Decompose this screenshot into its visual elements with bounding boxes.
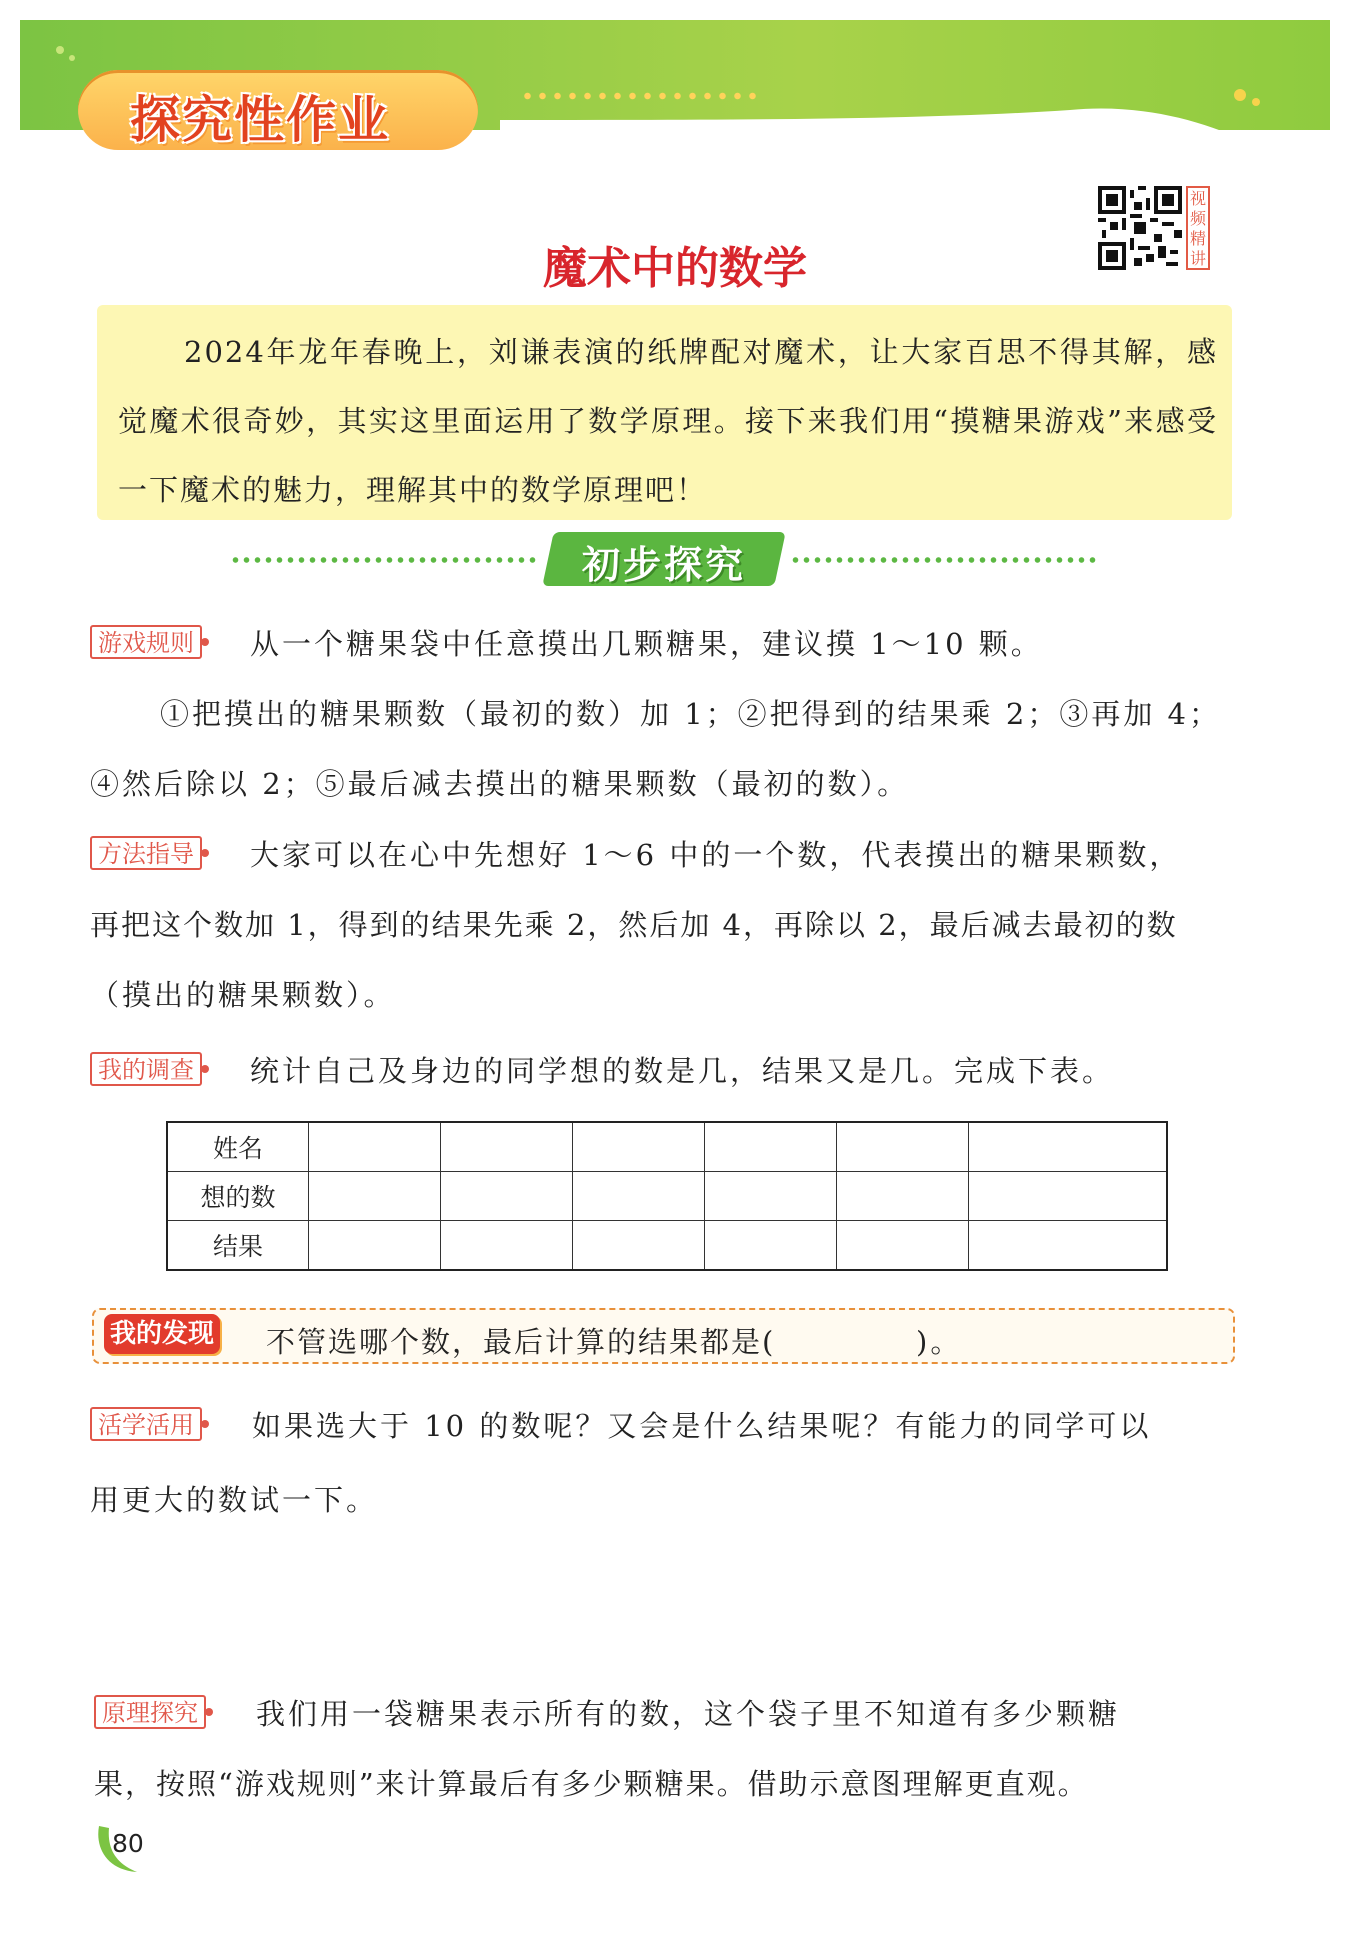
survey-tag: 我的调查: [90, 1052, 202, 1086]
table-cell[interactable]: [309, 1172, 441, 1221]
table-row: [167, 1172, 1167, 1221]
method-line-3: （摸出的糖果颗数）。: [90, 978, 396, 1012]
section-divider-right: [790, 557, 1100, 563]
header-dots: [520, 92, 760, 100]
section-title: 初步探究: [581, 543, 746, 587]
table-row: [167, 1221, 1167, 1271]
table-cell[interactable]: [441, 1221, 573, 1271]
table-cell[interactable]: [309, 1221, 441, 1271]
section-divider-left: [230, 557, 540, 563]
rules-tag: 游戏规则: [90, 625, 202, 659]
row-header-number: 想的数: [167, 1172, 309, 1221]
table-cell[interactable]: [441, 1172, 573, 1221]
principle-line-2: 果，按照“游戏规则”来计算最后有多少颗糖果。借助示意图理解更直观。: [94, 1767, 1089, 1801]
table-cell[interactable]: [837, 1172, 969, 1221]
table-cell[interactable]: [441, 1122, 573, 1172]
qr-label: 视频精讲: [1186, 186, 1210, 270]
table-cell[interactable]: [573, 1122, 705, 1172]
table-cell[interactable]: [969, 1122, 1167, 1172]
table-cell[interactable]: [837, 1122, 969, 1172]
rules-line-3: ④然后除以 2；⑤最后减去摸出的糖果颗数（最初的数）。: [90, 767, 910, 801]
survey-text: 统计自己及身边的同学想的数是几，结果又是几。完成下表。: [250, 1054, 1115, 1088]
table-cell[interactable]: [573, 1172, 705, 1221]
survey-table: [166, 1121, 1168, 1271]
principle-line-1: 我们用一袋糖果表示所有的数，这个袋子里不知道有多少颗糖: [256, 1697, 1121, 1731]
intro-text: 2024年龙年春晚上，刘谦表演的纸牌配对魔术，让大家百思不得其解，感觉魔术很奇妙，其实这里面运用了数学原理。接下来我们用“摸糖果游戏”来感受一下魔术的魅力，理解其中的数学原理吧！: [118, 335, 1218, 507]
row-header-result: 结果: [167, 1221, 309, 1271]
rules-line-1: 从一个糖果袋中任意摸出几颗糖果，建议摸 1～10 颗。: [250, 627, 1043, 661]
apply-line-2: 用更大的数试一下。: [90, 1483, 379, 1517]
apply-tag: 活学活用: [90, 1407, 202, 1441]
table-cell[interactable]: [969, 1221, 1167, 1271]
page-title: 魔术中的数学: [543, 243, 807, 294]
method-tag: 方法指导: [90, 836, 202, 870]
table-cell[interactable]: [837, 1221, 969, 1271]
discovery-tag: 我的发现: [104, 1314, 220, 1354]
row-header-name: 姓名: [167, 1122, 309, 1172]
method-line-2: 再把这个数加 1，得到的结果先乘 2，然后加 4，再除以 2，最后减去最初的数: [90, 908, 1178, 942]
apply-line-1: 如果选大于 10 的数呢？又会是什么结果呢？有能力的同学可以: [252, 1409, 1152, 1443]
table-row: [167, 1122, 1167, 1172]
rules-line-2: ①把摸出的糖果颗数（最初的数）加 1；②把得到的结果乘 2；③再加 4；: [160, 697, 1222, 731]
discovery-close: )。: [916, 1325, 963, 1359]
method-line-1: 大家可以在心中先想好 1～6 中的一个数，代表摸出的糖果颗数，: [250, 838, 1182, 872]
table-cell[interactable]: [705, 1122, 837, 1172]
discovery-text: 不管选哪个数，最后计算的结果都是(: [266, 1325, 776, 1359]
table-cell[interactable]: [573, 1221, 705, 1271]
table-cell[interactable]: [309, 1122, 441, 1172]
table-cell[interactable]: [969, 1172, 1167, 1221]
table-cell[interactable]: [705, 1172, 837, 1221]
discovery-answer-blank[interactable]: [820, 1320, 912, 1356]
principle-tag: 原理探究: [94, 1695, 206, 1729]
table-cell[interactable]: [705, 1221, 837, 1271]
header-title: 探究性作业: [130, 91, 390, 149]
page-number: 80: [112, 1829, 144, 1858]
